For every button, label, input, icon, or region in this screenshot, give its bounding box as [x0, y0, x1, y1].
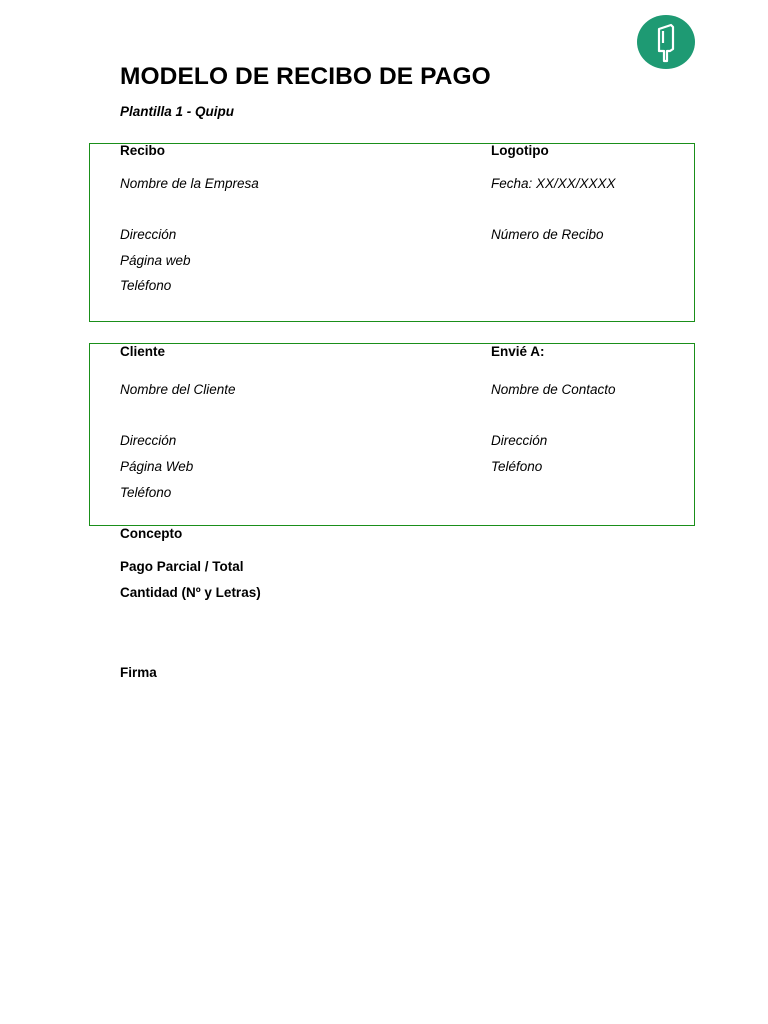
logo-heading: Logotipo	[491, 143, 549, 158]
page-subtitle: Plantilla 1 - Quipu	[120, 104, 235, 119]
company-name-field: Nombre de la Empresa	[120, 176, 259, 191]
client-phone-field: Teléfono	[120, 485, 172, 500]
contact-name-field: Nombre de Contacto	[491, 382, 616, 397]
client-website-field: Página Web	[120, 459, 194, 474]
company-phone-field: Teléfono	[120, 278, 172, 293]
date-field: Fecha: XX/XX/XXXX	[491, 176, 616, 191]
company-website-field: Página web	[120, 253, 191, 268]
receipt-info-box	[89, 143, 695, 322]
client-heading: Cliente	[120, 344, 166, 359]
page-title: MODELO DE RECIBO DE PAGO	[120, 63, 491, 90]
company-address-field: Dirección	[120, 227, 177, 242]
contact-phone-field: Teléfono	[491, 459, 543, 474]
receipt-heading: Recibo	[120, 143, 166, 158]
amount-label: Cantidad (Nº y Letras)	[120, 585, 261, 600]
signature-label: Firma	[120, 665, 157, 680]
quipu-logo-graphic	[637, 15, 695, 69]
receipt-number-field: Número de Recibo	[491, 227, 604, 242]
client-name-field: Nombre del Cliente	[120, 382, 236, 397]
client-info-box	[89, 343, 695, 526]
ship-to-heading: Envié A:	[491, 344, 545, 359]
quipu-logo-icon	[637, 15, 695, 69]
concept-label: Concepto	[120, 526, 183, 541]
payment-type-label: Pago Parcial / Total	[120, 559, 244, 574]
client-address-field: Dirección	[120, 433, 177, 448]
contact-address-field: Dirección	[491, 433, 548, 448]
